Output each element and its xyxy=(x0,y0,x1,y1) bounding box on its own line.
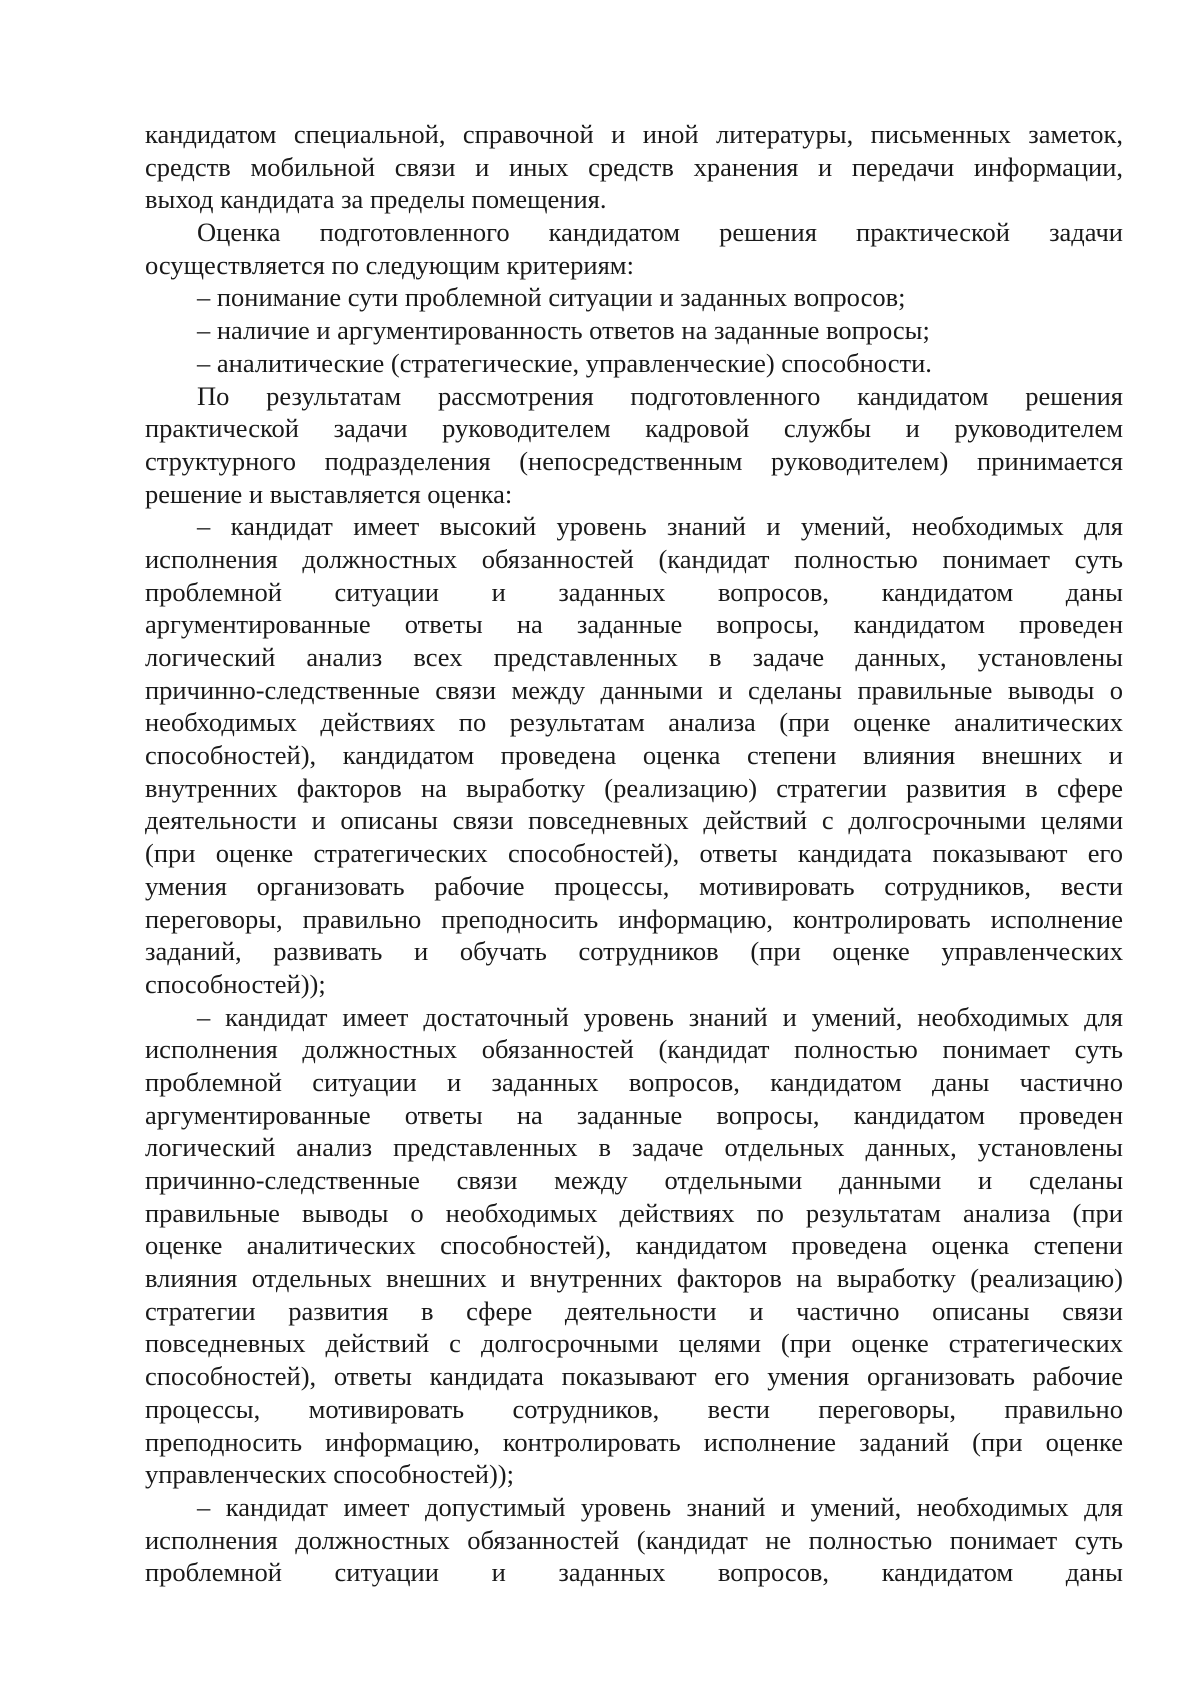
text-line: кандидатом специальной, справочной и иной литературы, письменных заметок, xyxy=(145,119,1123,149)
text-line: влияния отдельных внешних и внутренних факторов на выработку (реализацию) xyxy=(145,1263,1123,1294)
text-line: способностей), кандидатом проведена оценка степени влияния внешних и xyxy=(145,740,1123,771)
text-line: правильные выводы о необходимых действиях по результатам анализа (при xyxy=(145,1197,1123,1228)
text-line: логический анализ представленных в задаче отдельных данных, установлены xyxy=(145,1132,1123,1163)
text-line: умения организовать рабочие процессы, мотивировать сотрудников, вести xyxy=(145,870,1123,901)
text-line: практической задачи руководителем кадровой службы и руководителем xyxy=(145,413,1123,444)
text-line: исполнения должностных обязанностей (кандидат полностью понимает суть xyxy=(145,543,1123,574)
assessment-item-first-line: – кандидат имеет допустимый уровень знаний и умений, необходимых для xyxy=(197,1491,1123,1522)
text-line: заданий, развивать и обучать сотрудников (при оценке управленческих xyxy=(145,936,1123,967)
criteria-item: – наличие и аргументированность ответов на заданные вопросы; xyxy=(197,315,930,346)
assessment-item-first-line: – кандидат имеет высокий уровень знаний и умений, необходимых для xyxy=(197,511,1123,542)
text-line: управленческих способностей)); xyxy=(145,1459,514,1490)
text-line: способностей)); xyxy=(145,968,326,999)
text-line: повседневных действий с долгосрочными целями (при оценке стратегических xyxy=(145,1328,1123,1359)
text-line: способностей), ответы кандидата показывают его умения организовать рабочие xyxy=(145,1361,1123,1392)
text-line: преподносить информацию, контролировать исполнение заданий (при оценке xyxy=(145,1426,1123,1457)
text-line: проблемной ситуации и заданных вопросов, кандидатом даны частично xyxy=(145,1066,1123,1097)
text-line: структурного подразделения (непосредственным руководителем) принимается xyxy=(145,445,1123,476)
text-line: логический анализ всех представленных в задаче данных, установлены xyxy=(145,642,1123,672)
text-line: исполнения должностных обязанностей (кандидат полностью понимает суть xyxy=(145,1034,1123,1065)
text-line: осуществляется по следующим критериям: xyxy=(145,249,634,280)
text-line: проблемной ситуации и заданных вопросов, кандидатом даны xyxy=(145,576,1123,607)
text-line: исполнения должностных обязанностей (кандидат не полностью понимает суть xyxy=(145,1524,1123,1555)
text-line: процессы, мотивировать сотрудников, вести переговоры, правильно xyxy=(145,1393,1123,1424)
criteria-item: – аналитические (стратегические, управленческие) способности. xyxy=(197,347,932,378)
text-line: средств мобильной связи и иных средств хранения и передачи информации, xyxy=(145,151,1123,182)
text-line: необходимых действиях по результатам анализа (при оценке аналитических xyxy=(145,707,1123,738)
text-line: аргументированные ответы на заданные вопросы, кандидатом проведен xyxy=(145,1099,1123,1130)
document-body xyxy=(145,118,1123,1589)
text-line: (при оценке стратегических способностей), ответы кандидата показывают его xyxy=(145,838,1123,869)
paragraph-first-line: Оценка подготовленного кандидатом решения практической задачи xyxy=(197,217,1123,248)
text-line: решение и выставляется оценка: xyxy=(145,478,513,509)
text-line: переговоры, правильно преподносить информацию, контролировать исполнение xyxy=(145,903,1123,934)
text-line: причинно-следственные связи между отдельными данными и сделаны xyxy=(145,1165,1123,1195)
text-line: стратегии развития в сфере деятельности и частично описаны связи xyxy=(145,1295,1123,1326)
text-line: внутренних факторов на выработку (реализацию) стратегии развития в сфере xyxy=(145,772,1123,803)
text-line: деятельности и описаны связи повседневных действий с долгосрочными целями xyxy=(145,805,1123,836)
text-line: аргументированные ответы на заданные вопросы, кандидатом проведен xyxy=(145,609,1123,640)
assessment-item-first-line: – кандидат имеет достаточный уровень знаний и умений, необходимых для xyxy=(197,1001,1123,1032)
text-line: проблемной ситуации и заданных вопросов, кандидатом даны xyxy=(145,1557,1123,1588)
text-line: оценке аналитических способностей), кандидатом проведена оценка степени xyxy=(145,1230,1123,1261)
text-line: выход кандидата за пределы помещения. xyxy=(145,184,607,215)
paragraph-first-line: По результатам рассмотрения подготовленного кандидатом решения xyxy=(197,380,1123,411)
criteria-item: – понимание сути проблемной ситуации и заданных вопросов; xyxy=(197,282,906,313)
text-line: причинно-следственные связи между данными и сделаны правильные выводы о xyxy=(145,674,1123,705)
